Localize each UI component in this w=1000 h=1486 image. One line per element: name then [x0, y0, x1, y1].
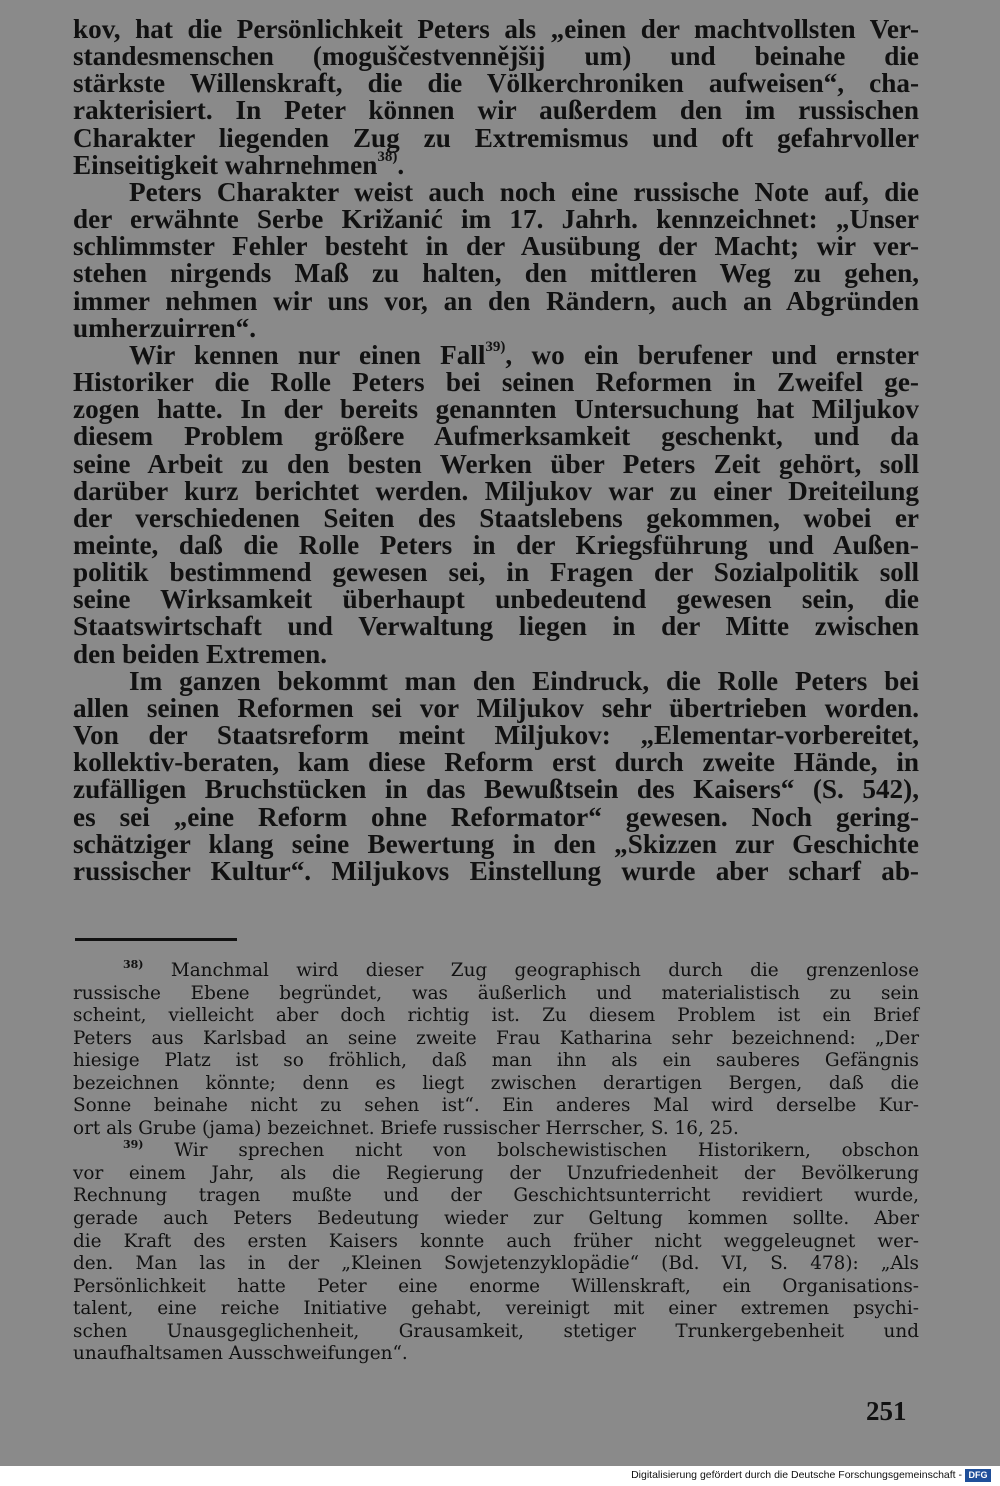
body-line: [73, 828, 919, 859]
body-text: der verschiedenen Seiten des Staatslebens gekommen, wobei er: [73, 502, 919, 533]
body-line: [73, 423, 919, 450]
body-text: es sei „eine Reform ohne Reformator“ gewesen. Noch gering-: [73, 801, 919, 832]
body-line: [73, 70, 919, 97]
footnote-text: vor einem Jahr, als die Regierung der Unzufriedenheit der Bevölkerung: [73, 1162, 919, 1184]
footnote-line: [73, 983, 919, 1006]
body-line: [73, 338, 919, 370]
body-text: meinte, daß die Rolle Peters in der Kriegsführung und Außen-: [73, 529, 919, 560]
body-line: [73, 638, 919, 669]
body-line: [73, 448, 919, 479]
body-text: kov, hat die Persönlichkeit Peters als „einen der machtvollsten Ver-: [73, 14, 919, 44]
footnote-line: [73, 1185, 919, 1208]
body-line: [73, 613, 919, 640]
footnote-text: den. Man las in der „Kleinen Sowjetenzyklopädie“ (Bd. VI, S. 478): „Als: [73, 1253, 919, 1275]
footnote-text: hiesige Platz ist so fröhlich, daß man ihn als ein sauberes Gefängnis: [73, 1050, 919, 1072]
footnote-text: die Kraft des ersten Kaisers konnte auch früher nicht weggeleugnet wer-: [73, 1230, 919, 1252]
footnote-line: [73, 1073, 919, 1096]
body-line: [73, 312, 919, 343]
body-text: stärkste Willenskraft, die die Völkerchroniken aufweisen“, cha-: [73, 68, 919, 99]
footnote-line: [73, 1321, 919, 1344]
footnote-text: schen Unausgeglichenheit, Grausamkeit, stetiger Trunkergebenheit und: [73, 1320, 919, 1342]
body-text: Charakter liegenden Zug zu Extremismus und oft gefahrvoller: [73, 122, 919, 153]
body-text: Wir kennen nur einen Fall: [129, 339, 486, 370]
body-text: rakterisiert. In Peter können wir außerdem den im russischen: [73, 95, 919, 126]
body-text: politik bestimmend gewesen sei, in Fragen der Sozialpolitik soll: [73, 557, 919, 588]
body-line: [73, 396, 919, 423]
footnote-line: [73, 1253, 919, 1276]
footnote-text: talent, eine reiche Initiative gehabt, vereinigt mit einer extremen psychi-: [73, 1298, 919, 1320]
footnote-line: [73, 1005, 919, 1028]
footnote-line: [73, 1231, 919, 1254]
body-text: Einseitigkeit wahrnehmen: [73, 149, 378, 180]
body-text: allen seinen Reformen sei vor Miljukov sehr übertrieben worden.: [73, 692, 919, 723]
body-text: schlimmster Fehler besteht in der Ausübung der Macht; wir ver-: [73, 231, 919, 262]
footnote-separator: [75, 938, 237, 941]
body-line: [73, 122, 919, 153]
body-text: Staatswirtschaft und Verwaltung liegen in der Mitte zwischen: [73, 611, 919, 642]
footnotes: [73, 960, 919, 1366]
footnote-marker: 38): [123, 958, 144, 971]
body-text: , wo ein berufener und ernster: [505, 339, 919, 370]
body-text: standesmenschen (moguščestvennějšij um) und beinahe die: [73, 41, 919, 72]
footnote-text: Rechnung tragen mußte und der Geschichtsunterricht revidiert wurde,: [73, 1185, 919, 1207]
footnote-text: Persönlichkeit hatte Peter eine enorme Willenskraft, ein Organisations-: [73, 1275, 919, 1297]
footnote-text: scheint, vielleicht aber doch richtig ist. Zu diesem Problem ist ein Brief: [73, 1005, 919, 1027]
body-text: umherzuirren“.: [73, 312, 256, 343]
body-line: [73, 559, 919, 586]
body-line: [73, 176, 919, 207]
body-text: russischer Kultur“. Miljukovs Einstellung wurde aber scharf ab-: [73, 855, 919, 886]
footnote-text: gerade auch Peters Bedeutung wieder zur Geltung kommen sollte. Aber: [73, 1208, 919, 1230]
body-text: zogen hatte. In der bereits genannten Untersuchung hat Miljukov: [73, 394, 919, 425]
footnote-line: [73, 1050, 919, 1073]
body-text: zufälligen Bruchstücken in das Bewußtsein des Kaisers“ (S. 542),: [73, 774, 919, 805]
footnote-line: [73, 1140, 919, 1163]
body-line: [73, 233, 919, 260]
footnote-text: Sonne beinahe nicht zu sehen ist“. Ein anderes Mal wird derselbe Kur-: [73, 1095, 919, 1117]
body-text: Von der Staatsreform meint Miljukov: „Elementar-vorbereitet,: [73, 720, 919, 751]
footnote-line: [73, 1208, 919, 1231]
body-line: [73, 97, 919, 124]
footnote-line: [73, 1343, 919, 1366]
body-text: schätziger klang seine Bewertung in den „Skizzen zur Geschichte: [73, 828, 919, 859]
body-text: immer nehmen wir uns vor, an den Rändern, auch an Abgründen: [73, 285, 919, 316]
footnote-line: [73, 1118, 919, 1141]
body-line: [73, 776, 919, 803]
digitization-credit: Digitalisierung gefördert durch die Deutsche Forschungsgemeinschaft -: [631, 1469, 962, 1481]
body-line: [73, 529, 919, 560]
footnote-text: Manchmal wird dieser Zug geographisch durch die grenzenlose: [143, 960, 919, 981]
body-line: [73, 502, 919, 533]
body-text: diesem Problem größere Aufmerksamkeit geschenkt, und da: [73, 421, 919, 452]
body-text: kollektiv-beraten, kam diese Reform erst durch zweite Hände, in: [73, 747, 919, 778]
body-line: [73, 586, 919, 613]
body-line: [73, 16, 919, 43]
body-line: [73, 722, 919, 749]
dfg-logo: DFG: [965, 1469, 991, 1482]
body-line: [73, 285, 919, 316]
footnote-marker: 39): [123, 1138, 144, 1152]
body-text: Historiker die Rolle Peters bei seinen Reformen in Zweifel ge-: [73, 367, 919, 398]
body-line: [73, 206, 919, 233]
footnote-line: [73, 1276, 919, 1299]
body-text: der erwähnte Serbe Križanić im 17. Jahrh. kennzeichnet: „Unser: [73, 204, 919, 235]
body-line: [73, 855, 919, 886]
body-text: seine Wirksamkeit überhaupt unbedeutend gewesen sein, die: [73, 584, 919, 615]
body-text: Im ganzen bekommt man den Eindruck, die Rolle Peters bei: [129, 665, 919, 696]
footnote-text: bezeichnen könnte; denn es liegt zwischen derartigen Bergen, daß die: [73, 1072, 919, 1094]
body-text: seine Arbeit zu den besten Werken über Peters Zeit gehört, soll: [73, 448, 919, 479]
body-line: [73, 369, 919, 396]
body-text: den beiden Extremen.: [73, 638, 328, 669]
body-text: .: [397, 149, 405, 180]
main-text: [73, 16, 919, 885]
footnote-marker: 38): [377, 148, 398, 165]
body-line: [73, 475, 919, 506]
body-line: [73, 692, 919, 723]
footnote-text: Wir sprechen nicht von bolschewistischen Historikern, obschon: [143, 1140, 919, 1162]
footnote-marker: 39): [485, 338, 506, 355]
body-line: [73, 665, 919, 696]
body-text: darüber kurz berichtet werden. Miljukov war zu einer Dreiteilung: [73, 475, 919, 506]
footnote-text: Peters aus Karlsbad an seine zweite Frau Katharina sehr bezeichnend: „Der: [73, 1027, 919, 1049]
body-line: [73, 148, 919, 180]
footnote-line: [73, 1028, 919, 1051]
footnote-text: ort als Grube (jama) bezeichnet. Briefe russischer Herrscher, S. 16, 25.: [73, 1117, 739, 1139]
body-text: stehen nirgends Maß zu halten, den mittleren Weg zu gehen,: [73, 258, 919, 289]
footnote-line: [73, 1298, 919, 1321]
page-number: 251: [866, 1396, 907, 1426]
body-line: [73, 260, 919, 287]
body-text: Peters Charakter weist auch noch eine russische Note auf, die: [129, 176, 919, 207]
body-line: [73, 749, 919, 776]
footnote-text: unaufhaltsamen Ausschweifungen“.: [73, 1343, 408, 1365]
footnote-line: [73, 960, 919, 983]
body-line: [73, 801, 919, 832]
body-line: [73, 43, 919, 70]
footnote-line: [73, 1095, 919, 1118]
footnote-line: [73, 1163, 919, 1186]
footnote-text: russische Ebene begründet, was äußerlich und materialistisch zu sein: [73, 982, 919, 1004]
